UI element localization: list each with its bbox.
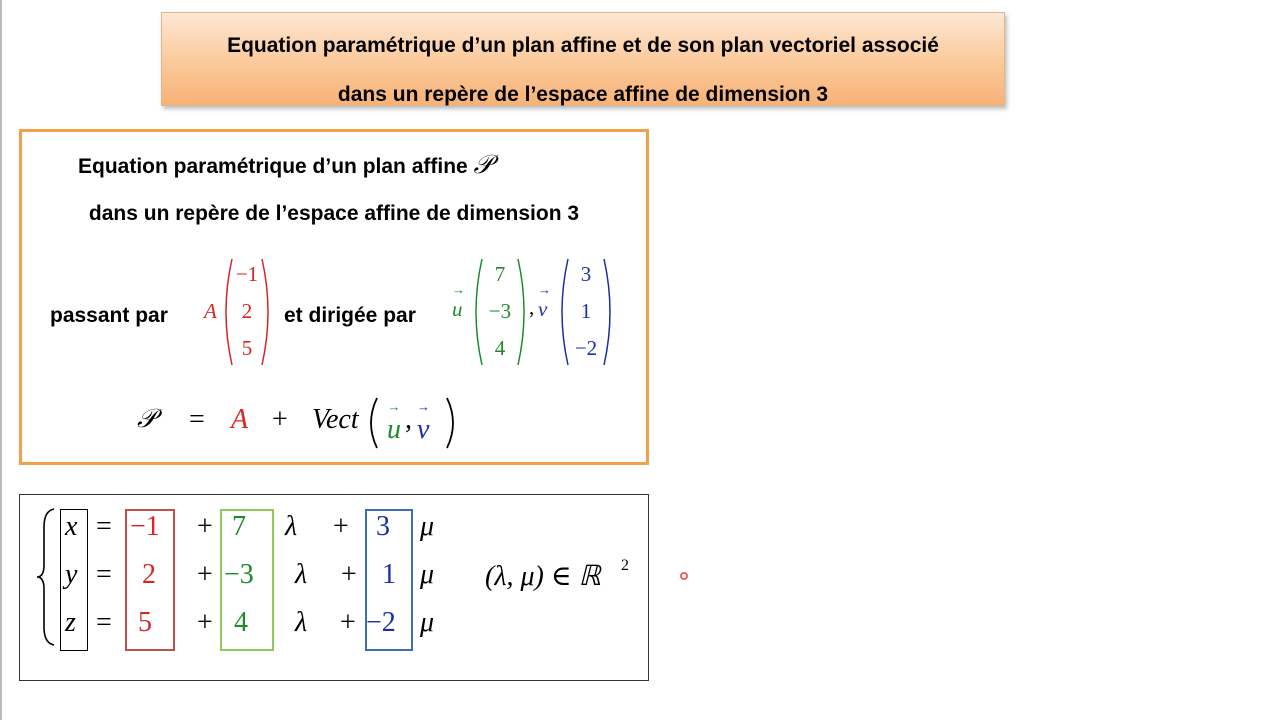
formula-plus: + <box>272 404 288 435</box>
vector-v-z: −2 <box>574 336 598 360</box>
vector-u-z: 4 <box>494 336 506 360</box>
vector-v-y: 1 <box>580 299 592 323</box>
parametric-system-box <box>19 494 649 681</box>
vector-comma: , <box>529 295 535 319</box>
eq-row-1: = <box>96 511 112 542</box>
vector-u <box>472 257 528 367</box>
point-a-y: 2 <box>241 299 253 323</box>
title-banner <box>161 12 1005 106</box>
point-a-vector <box>222 257 272 367</box>
var-x: x <box>65 511 78 542</box>
passing-label: passant par <box>50 304 168 327</box>
plus1-row-1: + <box>197 511 213 542</box>
vector-v-x: 3 <box>580 262 592 286</box>
formula-vect: Vect <box>312 404 359 435</box>
mu-row-1: μ <box>420 511 435 542</box>
lambda-row-3: λ <box>295 607 308 638</box>
pointer-dot <box>680 572 688 580</box>
const-row-2: 2 <box>142 559 156 590</box>
banner-line-1: Equation paramétrique d’un plan affine et de son plan vectoriel associé <box>227 34 939 57</box>
formula-comma: , <box>405 404 412 435</box>
definition-line-2: dans un repère de l’espace affine de dimension 3 <box>88 202 580 225</box>
definition-title <box>78 150 492 181</box>
lambda-row-2: λ <box>295 559 308 590</box>
plus2-row-2: + <box>341 559 357 590</box>
mu-row-2: μ <box>420 559 435 590</box>
formula-equals: = <box>189 404 205 435</box>
plus2-row-3: + <box>340 607 356 638</box>
eq-row-2: = <box>96 559 112 590</box>
parameter-domain-exponent: 2 <box>621 557 629 574</box>
vector-u-name: → u <box>452 297 463 322</box>
page-left-border <box>0 0 2 720</box>
point-name: A <box>204 299 217 323</box>
formula-plane: 𝒫 <box>137 404 156 434</box>
const-row-1: −1 <box>130 511 160 542</box>
parameter-domain: (λ, μ) ∈ ℝ <box>485 561 601 592</box>
mu-coeff-row-3: −2 <box>366 607 396 638</box>
lambda-coeff-row-1: 7 <box>232 511 246 542</box>
point-a-z: 5 <box>241 336 253 360</box>
vector-u-x: 7 <box>494 262 506 286</box>
var-z: z <box>65 607 76 638</box>
mu-row-3: μ <box>420 607 435 638</box>
lambda-coeff-row-2: −3 <box>224 559 254 590</box>
definition-box: Equation paramétrique d’un plan affine 𝒫 dans un repère de l’espace affine de dimension 3 passant par A −1 2 5 et dirigée par → u 7 −3 4 , → v 3 1 −2 𝒫 = A + Vect → u , → v <box>19 129 649 465</box>
formula-point: A <box>231 404 249 435</box>
system-brace <box>36 507 58 647</box>
directed-label: et dirigée par <box>284 304 416 327</box>
eq-row-3: = <box>96 607 112 638</box>
point-a-x: −1 <box>235 262 259 286</box>
lambda-coeff-row-3: 4 <box>234 607 248 638</box>
mu-coeff-row-2: 1 <box>382 559 396 590</box>
banner-line-2: dans un repère de l’espace affine de dimension 3 <box>337 83 829 106</box>
definition-line-1: Equation paramétrique d’un plan affine <box>78 155 468 178</box>
vector-v <box>558 257 614 367</box>
vector-u-y: −3 <box>488 299 512 323</box>
formula-parens <box>367 394 457 452</box>
lambda-row-1: λ <box>285 511 298 542</box>
vector-v-name: → v <box>538 297 547 322</box>
mu-coeff-row-1: 3 <box>376 511 390 542</box>
const-row-3: 5 <box>138 607 152 638</box>
plane-symbol: 𝒫 <box>473 150 493 180</box>
plus1-row-3: + <box>197 607 213 638</box>
var-y: y <box>65 559 78 590</box>
plus2-row-1: + <box>333 511 349 542</box>
plus1-row-2: + <box>197 559 213 590</box>
